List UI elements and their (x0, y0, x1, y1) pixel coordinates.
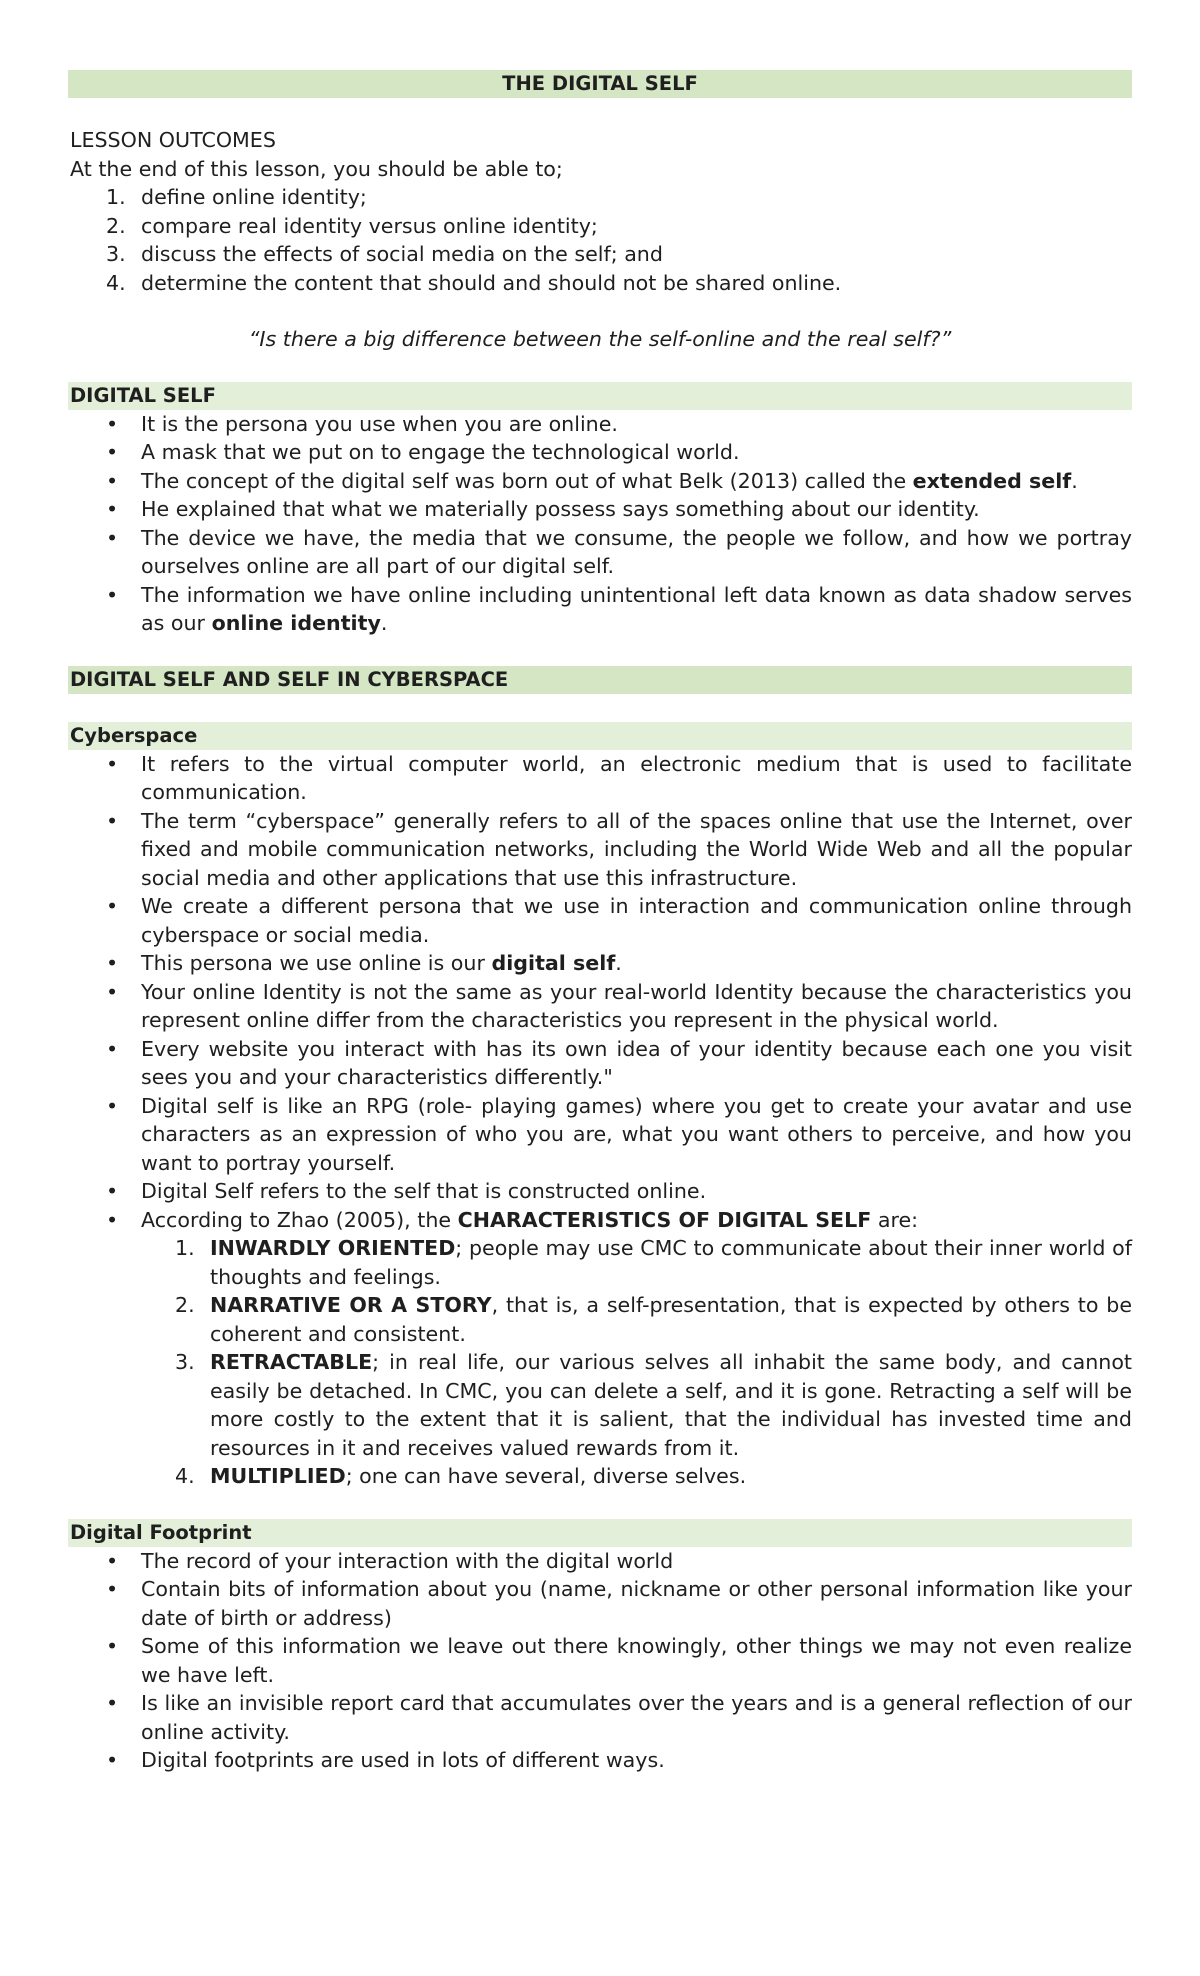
lesson-outcomes-heading: LESSON OUTCOMES (70, 128, 276, 152)
lesson-outcomes-list (68, 183, 1132, 297)
list-item: • Is like an invisible report card that accumulates over the years and is a general reflection of our online activity. (68, 1689, 1132, 1746)
list-item: • The term “cyberspace” generally refers to all of the spaces online that use the Internet, over fixed and mobile communication networks, including the World Wide Web and all the popular social media and other applications that use this infrastructure. (68, 807, 1132, 893)
guiding-question: “Is there a big difference between the self-online and the real self?” (248, 327, 952, 351)
digital-footprint-list (68, 1547, 1132, 1775)
list-item: • The record of your interaction with the digital world (68, 1547, 1132, 1576)
list-item: • It refers to the virtual computer world, an electronic medium that is used to facilitate communication. (68, 750, 1132, 807)
list-item: • This persona we use online is our digital self. (68, 949, 1132, 978)
outcome-item: 2. compare real identity versus online identity; (106, 213, 598, 238)
list-item: • Some of this information we leave out there knowingly, other things we may not even realize we have left. (68, 1632, 1132, 1689)
characteristic-item: 3. RETRACTABLE; in real life, our various selves all inhabit the same body, and cannot easily be detached. In CMC, you can delete a self, and it is gone. Retracting a self will be more costly to the extent that it is salient, that the individual has invested time and resources in it and receives valued rewards from it. (175, 1350, 1132, 1460)
outcome-item: 3. discuss the effects of social media on the self; and (106, 242, 663, 266)
list-item: • Digital footprints are used in lots of different ways. (68, 1746, 1132, 1775)
list-item: • Digital self is like an RPG (role- playing games) where you get to create your avatar and use characters as an expression of who you are, what you want others to perceive, and how you want to portray yourself. (68, 1092, 1132, 1178)
characteristics-list (68, 1234, 1132, 1491)
list-item: • A mask that we put on to engage the technological world. (68, 438, 1132, 467)
digital-self-heading: DIGITAL SELF (68, 382, 1132, 410)
characteristic-item: 1. INWARDLY ORIENTED; people may use CMC to communicate about their inner world of thoughts and feelings. (175, 1236, 1132, 1289)
list-item: • Contain bits of information about you (name, nickname or other personal information like your date of birth or address) (68, 1575, 1132, 1632)
outcome-item: 4. determine the content that should and should not be shared online. (106, 270, 842, 295)
cyberspace-list (68, 750, 1132, 1235)
list-item: • The device we have, the media that we consume, the people we follow, and how we portray ourselves online are all part of our digital self. (68, 524, 1132, 581)
list-item: • We create a different persona that we use in interaction and communication online through cyberspace or social media. (68, 892, 1132, 949)
list-item: • Your online Identity is not the same as your real-world Identity because the characteristics you represent online differ from the characteristics you represent in the physical world. (68, 978, 1132, 1035)
list-item: • It is the persona you use when you are online. (68, 410, 1132, 439)
characteristic-item: 2. NARRATIVE OR A STORY, that is, a self-presentation, that is expected by others to be coherent and consistent. (175, 1293, 1132, 1346)
list-item: • The information we have online including unintentional left data known as data shadow serves as our online identity. (68, 581, 1132, 638)
page-title: THE DIGITAL SELF (68, 70, 1132, 98)
outcome-item: 1. define online identity; (106, 185, 367, 209)
digital-footprint-heading: Digital Footprint (68, 1519, 1132, 1547)
list-item: • He explained that what we materially possess says something about our identity. (68, 495, 1132, 524)
list-item: • Digital Self refers to the self that is constructed online. (68, 1177, 1132, 1206)
digital-self-list (68, 410, 1132, 638)
list-item: • According to Zhao (2005), the CHARACTERISTICS OF DIGITAL SELF are: (68, 1206, 1132, 1235)
list-item: • Every website you interact with has its own idea of your identity because each one you visit sees you and your characteristics differently." (68, 1035, 1132, 1092)
cyberspace-section-heading: DIGITAL SELF AND SELF IN CYBERSPACE (68, 666, 1132, 694)
characteristic-item: 4. MULTIPLIED; one can have several, diverse selves. (175, 1464, 747, 1488)
list-item: • The concept of the digital self was born out of what Belk (2013) called the extended self. (68, 467, 1132, 496)
cyberspace-subheading: Cyberspace (68, 722, 1132, 750)
document-page (68, 70, 1132, 1775)
lesson-outcomes-intro: At the end of this lesson, you should be able to; (70, 156, 563, 181)
